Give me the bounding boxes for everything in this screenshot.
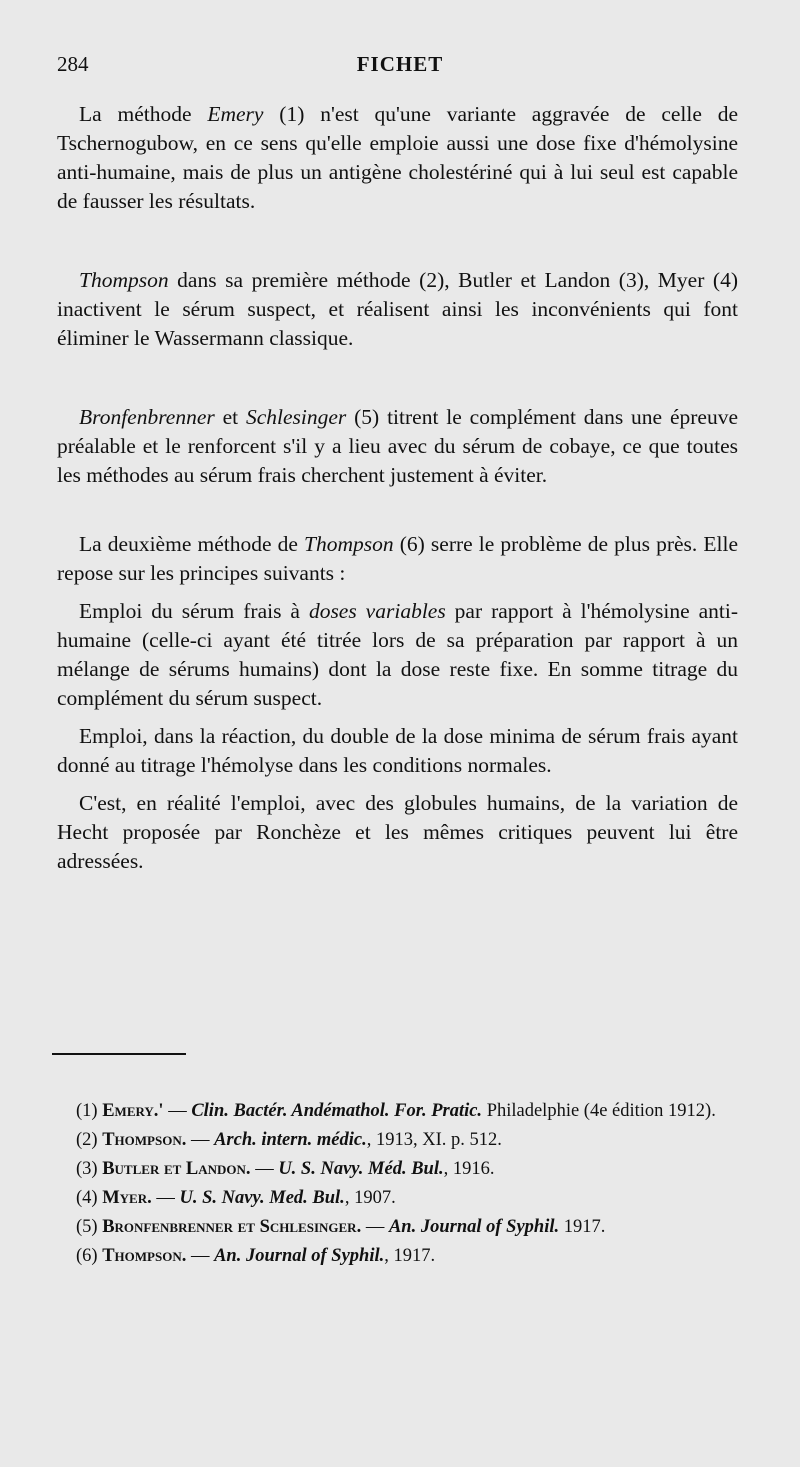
footnote: (4) Myer. — U. S. Navy. Med. Bul., 1907.	[76, 1188, 396, 1208]
paragraph-conclusion: C'est, en réalité l'emploi, avec des globules humains, de la variation de Hecht proposée par Ronchèze et les mêmes critiques peuvent lui être adressées.	[57, 791, 738, 873]
paragraph-thompson-second: La deuxième méthode de Thompson (6) serre le problème de plus près. Elle repose sur les principes suivants :	[57, 532, 738, 585]
paragraph-bronfenbrenner: Bronfenbrenner et Schlesinger (5) titrent le complément dans une épreuve préalable et le renforcent s'il y a lieu avec du sérum de cobaye, ce que toutes les méthodes au sérum frais cherchent justement à éviter.	[57, 405, 738, 487]
paragraph-principle-two: Emploi, dans la réaction, du double de la dose minima de sérum frais ayant donné au titrage l'hémolyse dans les conditions normales.	[57, 724, 738, 777]
paragraph-principle-one: Emploi du sérum frais à doses variables par rapport à l'hémolysine anti-humaine (celle-ci ayant été titrée lors de sa préparation par rapport à un mélange de sérums humains) dont la dose reste fixe. En somme titrage du complément du sérum suspect.	[57, 599, 738, 710]
footnote: (1) Emery.' — Clin. Bactér. Andémathol. For. Pratic. Philadelphie (4e édition 1912).	[76, 1101, 716, 1121]
footnote: (3) Butler et Landon. — U. S. Navy. Méd. Bul., 1916.	[76, 1159, 495, 1179]
footnote: (6) Thompson. — An. Journal of Syphil., 1917.	[76, 1246, 436, 1266]
footnote-rule	[52, 1053, 186, 1055]
running-title: FICHET	[356, 52, 444, 76]
paragraph-emery: La méthode Emery (1) n'est qu'une variante aggravée de celle de Tschernogubow, en ce sens qu'elle emploie aussi une dose fixe d'hémolysine anti-humaine, mais de plus un antigène cholestériné qui à lui seul est capable de fausser les résultats.	[57, 102, 739, 213]
paragraph-thompson-first: Thompson dans sa première méthode (2), Butler et Landon (3), Myer (4) inactivent le sérum suspect, et réalisent ainsi les inconvénients qui font éliminer le Wassermann classique.	[57, 268, 738, 350]
page-body	[57, 100, 738, 876]
footnote: (2) Thompson. — Arch. intern. médic., 1913, XI. p. 512.	[76, 1130, 502, 1150]
footnotes	[50, 1097, 738, 1271]
page-header	[57, 52, 743, 82]
footnote: (5) Bronfenbrenner et Schlesinger. — An. Journal of Syphil. 1917.	[76, 1217, 606, 1237]
page-number: 284	[57, 52, 89, 76]
